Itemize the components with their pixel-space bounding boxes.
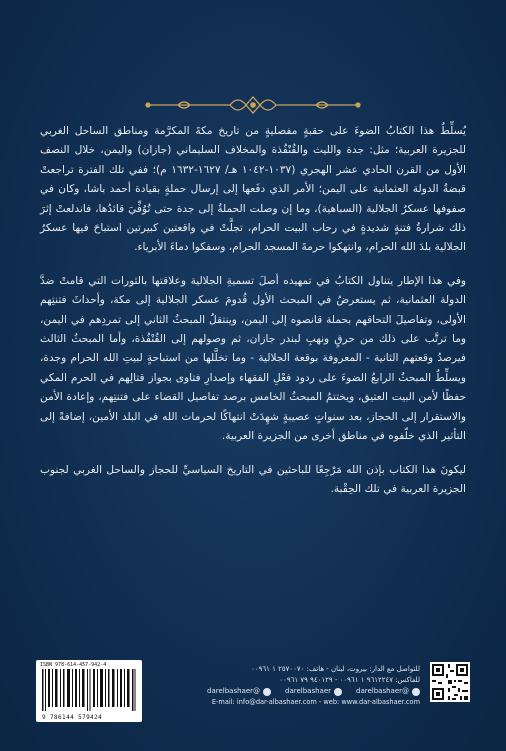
email-web-line[interactable]: E-mail: info@dar-albashaer.com - web: www.dar-albashaer.com — [211, 698, 420, 706]
qr-code-icon[interactable] — [430, 662, 470, 702]
social-item-facebook[interactable] — [285, 686, 342, 697]
facebook-icon — [334, 688, 342, 696]
social-handle: darelbashaer — [285, 687, 331, 695]
paragraph-structure: وفي هذا الإطار يتناول الكتابُ في تمهيده أصلَ تسميةِ الجلالية وعلاقتها بالثورات التي قامتْ ضدَّ الدولة العثمانية، ثم يستعرضُ في المبحث الأول قُدومَ عسكر الجلالية إلى مكة، وأحداثَ فتنتِهم الأولى، وتفاصيلَ التحاقهم بحملة قانصوه إلى اليمن، وينتقلُ المبحثُ الثاني إلى تمردِهم في اليمن، وما ترتَّب على ذلك من حرقٍ ونهبِ لبندر جازان، ثم وصولهم إلى القُنْفُذة، وأما المبحثُ الثالث فيرصدُ وقعتهم الثانية - المعروفة بوقعة الجلالية - وما تخلَّلها من استباحةٍ لبيتِ الله الحرام وجدة، ويسلِّطُ المبحثُ الرابعُ الضوءَ على ردود فعْلِ الفقهاء وإصدارِ فتاوى بجواز قتالِهم في الحرم المكي حفظًا لأمن البيت العتيق، ويختتمُ المبحثُ الخامس برصد تفاصيل القضاء على فتنتِهم، وإعادة الأمن والاستقرار إلى الحجاز، بعد سنواتٍ عصيبةٍ شهِدَتْ انتهاكًا لحرمات الله في البلد الأمين، إضافةً إلى التأثير الذي خلّفوه في مناطق أخرى من الجزيرة العربية. — [40, 274, 466, 443]
decorative-ornament-divider — [138, 92, 368, 118]
social-handle: @darelbashaer — [207, 687, 260, 695]
contact-fax-line: للفاكس: ٩٦١٢٢٤٧ ١ ٠٠٩٦١ - ٩٤٠١٢٩ ٧٩ ٠٠٩٦١ — [279, 676, 420, 684]
contact-phone-line: للتواصل مع الدار: بيروت، لبنان - هاتف: ٢٥٧٠٠٧٠ ١ ٠٠٩٦١ — [251, 665, 420, 673]
social-item-instagram[interactable] — [356, 686, 420, 697]
instagram-icon — [412, 688, 420, 696]
contact-info — [120, 664, 420, 708]
twitter-icon — [263, 688, 271, 696]
barcode-number: 9 786144 579424 — [42, 714, 103, 721]
social-item-twitter[interactable] — [207, 686, 271, 697]
social-handle: @darelbashaer — [356, 687, 409, 695]
paragraph-intro: يُسلِّطُ هذا الكتابُ الضوءَ على حقبةٍ مفصليةٍ من تاريخ مكةَ المكرَّمة ومناطق الساحل الغربي للجزيرة العربية؛ مثل: جدة والليث والقُنْفُذة والمخلاف السليماني (جازان) واليمن، خلال النصف الأول من القرن الحادي عشر الهجري (١٠٣٧-١٠٤٢ هـ/ ١٦٢٧-١٦٣٢ م)؛ ففي تلك الفترة تراجعتْ قبضةُ الدولة العثمانية على اليمن؛ الأمر الذي دفَعها إلى إرسال حملةٍ بقيادة أحمد باشا، وكان في صفوفها عسكرُ الجلالية (السباهية)، وما إن وصلت الحملةُ إلى جدة حتى تُوُفِّيَ قائدُها، فاندلعتْ إثرَ ذلك شرارةُ فتنةٍ شديدةٍ في رحاب البيت الحرام، تجلَّتْ في واقعتين كبيرتين استباحَ فيها عسكرُ الجلالية بلدَ الله الحرام، وانتهكوا حرمةَ المسجد الحرام، وسفكوا دماءَ الأبرياء. — [40, 125, 466, 254]
isbn-label: ISBN 978-614-457-942-4 — [40, 662, 107, 668]
description-text — [40, 122, 466, 513]
social-links — [120, 686, 420, 697]
paragraph-conclusion: ليكونَ هذا الكتاب بإذن الله مَرْجِعًا للباحثين في التاريخ السياسيِّ للحجاز والساحل الغربي لجنوب الجزيرة العربية في تلك الحِقْبة. — [40, 463, 466, 495]
publisher-footer — [0, 652, 506, 751]
